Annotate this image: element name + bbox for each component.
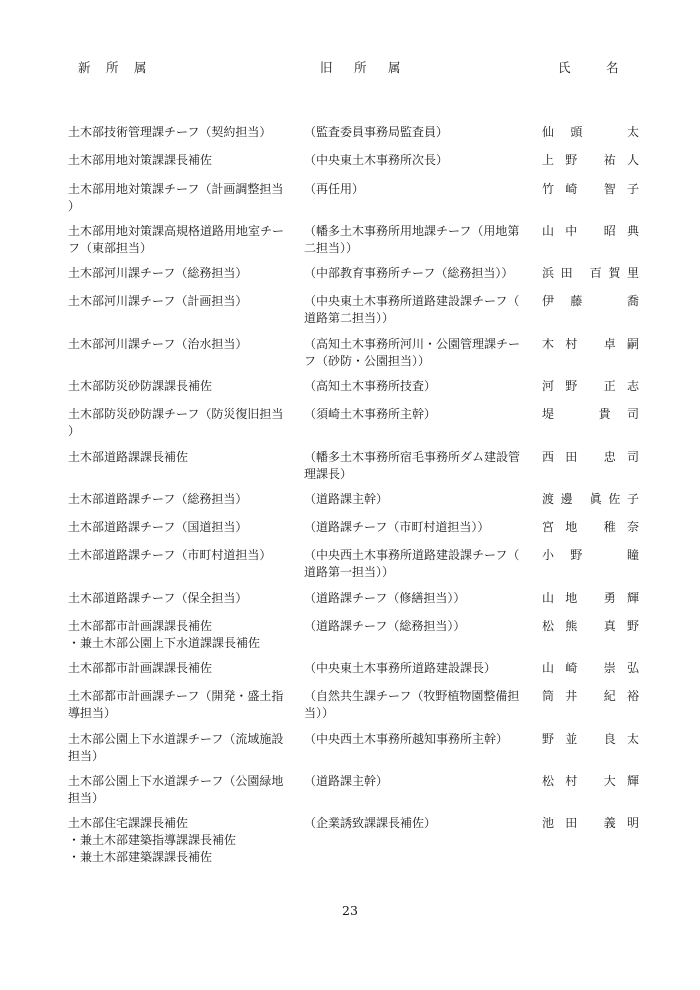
header-char: 旧 [320, 60, 333, 75]
old-affiliation: （中央東土木事務所道路建設課チーフ（ 道路第二担当）） [304, 294, 520, 325]
person-name: 木村 卓嗣 [542, 337, 639, 351]
new-affiliation: 土木部道路課チーフ（国道担当） [68, 520, 248, 534]
new-affiliation: 土木部防災砂防課課長補佐 [68, 379, 213, 393]
old-affiliation: （道路課主幹） [304, 774, 389, 788]
old-affiliation: （須崎土木事務所主幹） [304, 407, 437, 421]
header-char: 氏 [558, 60, 571, 75]
old-affiliation: （幡多土木事務所用地課チーフ（用地第 二担当）） [304, 224, 520, 255]
person-name: 伊藤 喬 [542, 294, 639, 308]
new-affiliation: 土木部河川課チーフ（計画担当） [68, 294, 248, 308]
new-affiliation: 土木部公園上下水道課チーフ（流域施設 担当） [68, 732, 284, 763]
old-affiliation: （幡多土木事務所宿毛事務所ダム建設管 理課長） [304, 450, 521, 481]
header-char: 新 [78, 60, 91, 75]
person-name: 堤 貴司 [542, 407, 639, 421]
old-affiliation: （自然共生課チーフ（牧野植物園整備担 当）） [304, 689, 520, 720]
new-affiliation: 土木部用地対策課高規格道路用地室チー フ（東部担当） [68, 224, 285, 255]
new-affiliation: 土木部道路課チーフ（市町村道担当） [68, 548, 272, 562]
old-affiliation: （高知土木事務所河川・公園管理課チー フ（砂防・公園担当）） [304, 337, 521, 368]
page-number: 23 [342, 903, 358, 918]
person-name: 竹崎 智子 [542, 182, 639, 196]
person-name: 浜田 百賀里 [542, 266, 639, 280]
header-char: 所 [354, 60, 367, 75]
person-name: 山崎 崇弘 [542, 661, 639, 675]
new-affiliation: 土木部道路課チーフ（保全担当） [68, 591, 248, 605]
old-affiliation: （中央東土木事務所道路建設課長） [304, 661, 497, 675]
old-affiliation: （中央西土木事務所越知事務所主幹） [304, 732, 509, 746]
new-affiliation: 土木部都市計画課チーフ（開発・盛土指 導担当） [68, 689, 284, 720]
old-affiliation: （監査委員事務局監査員） [304, 125, 449, 139]
person-name: 西田 忠司 [542, 450, 639, 464]
old-affiliation: （再任用） [304, 182, 365, 196]
new-affiliation: 土木部用地対策課課長補佐 [68, 153, 213, 167]
person-name: 河野 正志 [542, 379, 639, 393]
new-affiliation: 土木部用地対策課チーフ（計画調整担当 ） [68, 182, 284, 213]
new-affiliation: 土木部道路課チーフ（総務担当） [68, 492, 248, 506]
person-name: 松村 大輝 [542, 774, 639, 788]
person-name: 小野 瞳 [542, 548, 639, 562]
person-name: 上野 祐人 [542, 153, 639, 167]
person-name: 筒井 紀裕 [542, 689, 639, 703]
person-name: 池田 義明 [542, 816, 639, 830]
new-affiliation: 土木部公園上下水道課チーフ（公園緑地 担当） [68, 774, 284, 805]
person-name: 渡邊 眞佐子 [542, 492, 639, 506]
new-affiliation: 土木部技術管理課チーフ（契約担当） [68, 125, 272, 139]
new-affiliation: 土木部都市計画課課長補佐 ・兼土木部公園上下水道課課長補佐 [68, 619, 261, 650]
header-char: 名 [606, 60, 619, 75]
old-affiliation: （中部教育事務所チーフ（総務担当）） [304, 266, 514, 280]
new-affiliation: 土木部都市計画課課長補佐 [68, 661, 213, 675]
old-affiliation: （中央西土木事務所道路建設課チーフ（ 道路第一担当）） [304, 548, 520, 579]
new-affiliation: 土木部住宅課課長補佐 ・兼土木部建築指導課課長補佐 ・兼土木部建築課課長補佐 [68, 816, 237, 864]
person-name: 山中 昭典 [542, 224, 639, 238]
person-name: 宮地 稚奈 [542, 520, 639, 534]
header-char: 属 [388, 60, 401, 75]
header-char: 属 [134, 60, 147, 75]
person-name: 仙頭 太 [542, 125, 639, 139]
header-new-affiliation [78, 58, 147, 76]
old-affiliation: （道路課主幹） [304, 492, 389, 506]
old-affiliation: （道路課チーフ（総務担当）） [304, 619, 466, 633]
new-affiliation: 土木部道路課課長補佐 [68, 450, 189, 464]
person-name: 松熊 真野 [542, 619, 639, 633]
header-char: 所 [106, 60, 119, 75]
old-affiliation: （高知土木事務所技査） [304, 379, 437, 393]
person-name: 山地 勇輝 [542, 591, 639, 605]
person-name: 野並 良太 [542, 732, 639, 746]
old-affiliation: （企業誘致課課長補佐） [304, 816, 437, 830]
new-affiliation: 土木部河川課チーフ（治水担当） [68, 337, 248, 351]
new-affiliation: 土木部河川課チーフ（総務担当） [68, 266, 248, 280]
old-affiliation: （道路課チーフ（市町村道担当）） [304, 520, 490, 534]
header-name [558, 58, 619, 76]
old-affiliation: （道路課チーフ（修繕担当）） [304, 591, 466, 605]
new-affiliation: 土木部防災砂防課チーフ（防災復旧担当 ） [68, 407, 284, 438]
old-affiliation: （中央東土木事務所次長） [304, 153, 449, 167]
header-old-affiliation [320, 58, 401, 76]
